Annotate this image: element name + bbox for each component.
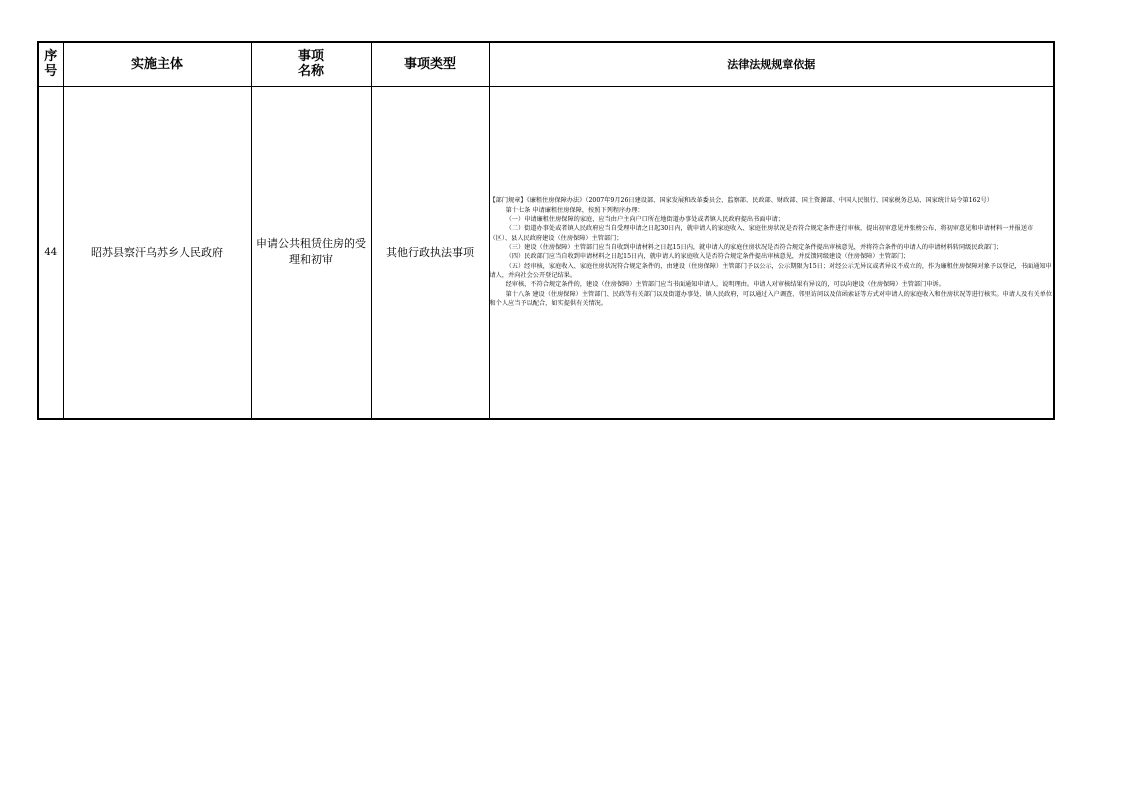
cell-item-type: 其他行政执法事项 [371, 86, 489, 419]
basis-line: 【部门规章】《廉租住房保障办法》（2007年9月26日建设部、国家发展和改革委员会、监察部、民政部、财政部、国土资源部、中国人民银行、国家税务总局、国家统计局令第162号） [489, 197, 993, 205]
basis-line: （二）街道办事处或者镇人民政府应当自受理申请之日起30日内，就申请人的家庭收入、家庭住房状况是否符合规定条件进行审核，提出初审意见并张榜公布，将初审意见和申请材料一并报送市（区）、县人民政府建设（住房保障）主管部门； [489, 225, 1034, 242]
cell-legal-basis [489, 86, 1054, 419]
header-row [38, 42, 1054, 86]
cell-seq: 44 [38, 86, 63, 419]
basis-line: 第十八条 建设（住房保障）主管部门、民政等有关部门以及街道办事处、镇人民政府，可以通过入户调查、邻里访问以及信函索证等方式对申请人的家庭收入和住房状况等进行核实。申请人及有关单位和个人应当予以配合，如实提供有关情况。 [489, 290, 1053, 307]
basis-line: 第十七条 申请廉租住房保障，按照下列程序办理： [505, 206, 644, 214]
header-entity: 实施主体 [63, 42, 251, 86]
header-item-type: 事项类型 [371, 42, 489, 86]
header-legal-basis: 法律法规规章依据 [489, 42, 1054, 86]
basis-line: （三）建设（住房保障）主管部门应当自收到申请材料之日起15日内，就申请人的家庭住房状况是否符合规定条件提出审核意见，并将符合条件的申请人的申请材料转同级民政部门； [505, 243, 1003, 251]
basis-line: （四）民政部门应当自收到申请材料之日起15日内，就申请人的家庭收入是否符合规定条件提出审核意见，并反馈同级建设（住房保障）主管部门； [505, 253, 910, 261]
table-row [38, 86, 1054, 419]
header-seq: 序号 [38, 42, 63, 86]
cell-entity: 昭苏县察汗乌苏乡人民政府 [63, 86, 251, 419]
cell-item-name: 申请公共租赁住房的受理和初审 [251, 86, 371, 419]
basis-line: 经审核，不符合规定条件的，建设（住房保障）主管部门应当书面通知申请人，说明理由。申请人对审核结果有异议的，可以向建设（住房保障）主管部门申诉。 [505, 281, 945, 289]
records-table [37, 41, 1055, 420]
header-item-name: 事项名称 [251, 42, 371, 86]
basis-line: （五）经审核，家庭收入、家庭住房状况符合规定条件的，由建设（住房保障）主管部门予以公示，公示期限为15日；对经公示无异议或者异议不成立的，作为廉租住房保障对象予以登记，书面通知申请人，并向社会公开登记结果。 [489, 262, 1052, 279]
basis-line: （一）申请廉租住房保障的家庭，应当由户主向户口所在地街道办事处或者镇人民政府提出书面申请； [505, 215, 785, 223]
